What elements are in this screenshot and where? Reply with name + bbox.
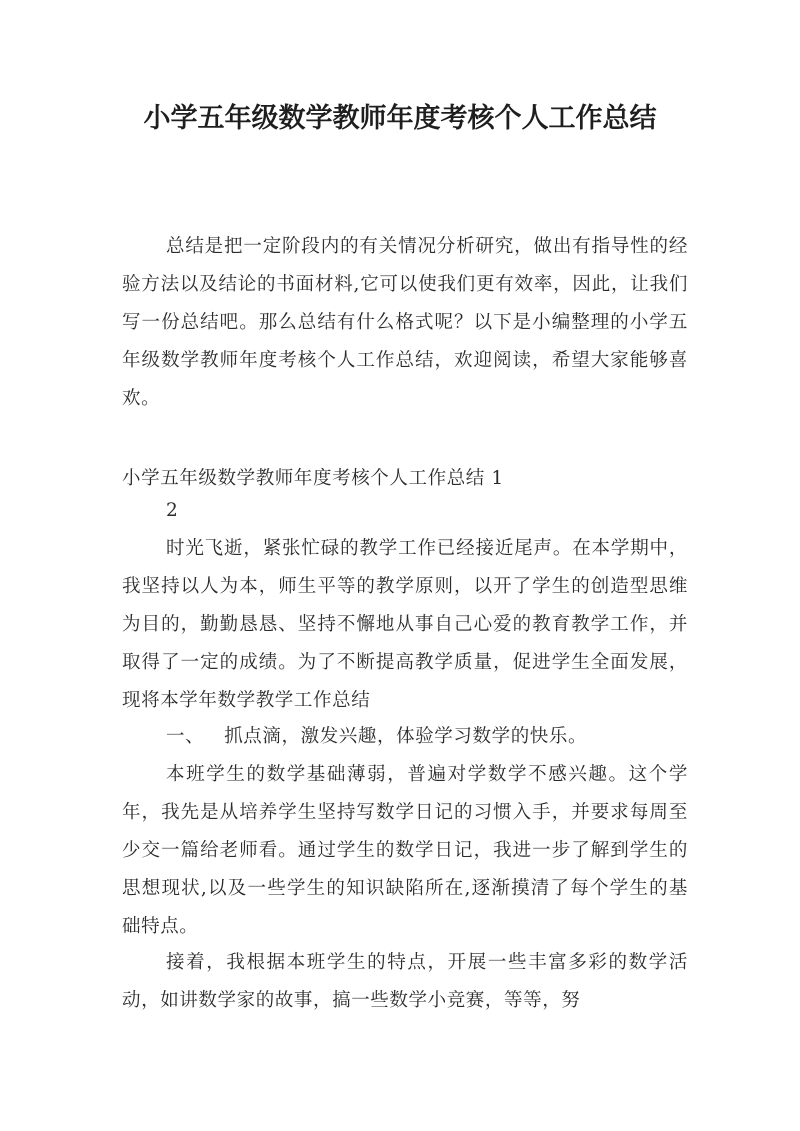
section-subtitle: 小学五年级数学教师年度考核个人工作总结 1 (122, 468, 504, 489)
heading-text: 抓点滴，激发兴趣，体验学习数学的快乐。 (224, 726, 588, 747)
heading-number: 一、 (166, 726, 205, 747)
body-paragraph-3: 接着，我根据本班学生的特点，开展一些丰富多彩的数学活动，如讲数学家的故事，搞一些数学小竞赛，等等，努 (122, 952, 688, 1011)
section-number: 2 (166, 500, 179, 521)
intro-paragraph: 总结是把一定阶段内的有关情况分析研究，做出有指导性的经验方法以及结论的书面材料,它可以使我们更有效率，因此，让我们写一份总结吧。那么总结有什么格式呢？以下是小编整理的小学五年级数学教师年度考核个人工作总结，欢迎阅读，希望大家能够喜欢。 (122, 236, 688, 409)
body-paragraph-1: 时光飞逝，紧张忙碌的教学工作已经接近尾声。在本学期中，我坚持以人为本，师生平等的教学原则，以开了学生的创造型思维为目的，勤勤恳恳、坚持不懈地从事自己心爱的教育教学工作，并取得了一定的成绩。为了不断提高教学质量，促进学生全面发展，现将本学年数学教学工作总结 (122, 538, 688, 711)
body-paragraph-2: 本班学生的数学基础薄弱，普遍对学数学不感兴趣。这个学年，我先是从培养学生坚持写数学日记的习惯入手，并要求每周至少交一篇给老师看。通过学生的数学日记，我进一步了解到学生的思想现状,以及一些学生的知识缺陷所在,逐渐摸清了每个学生的基础特点。 (122, 764, 688, 937)
document-title: 小学五年级数学教师年度考核个人工作总结 (143, 103, 657, 134)
section-heading-1 (122, 718, 688, 756)
